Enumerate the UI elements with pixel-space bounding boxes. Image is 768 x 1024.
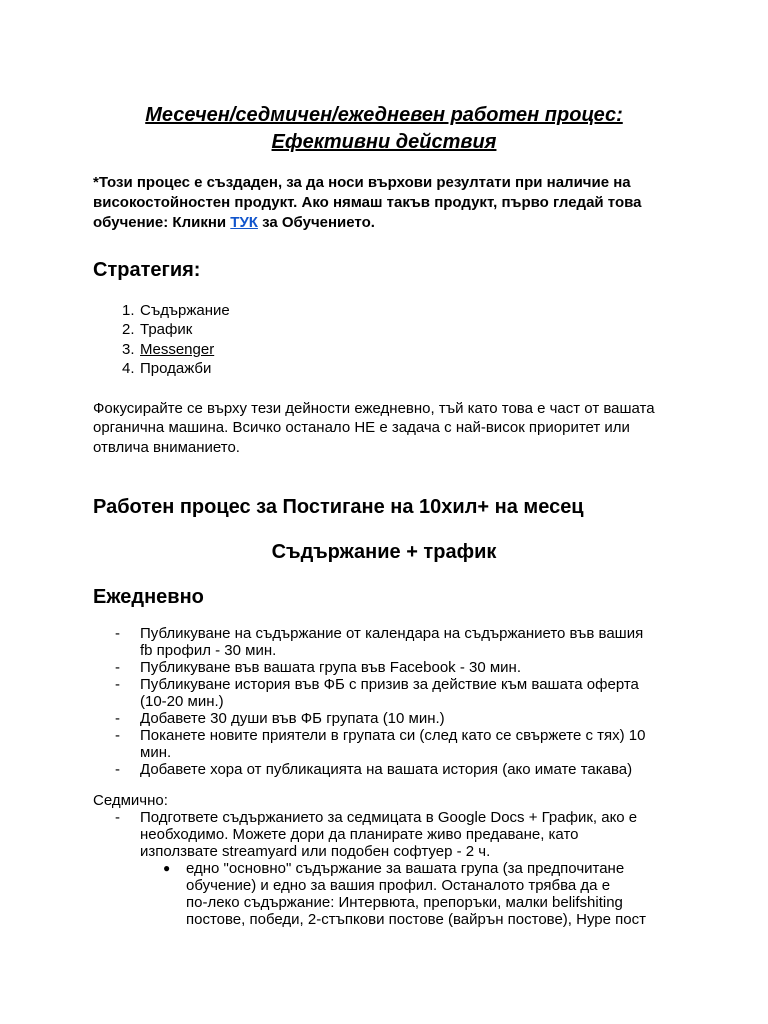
list-item-text: Публикуване история във ФБ с призив за действие към вашата оферта xyxy=(140,676,639,693)
list-item-text-cont: необходимо. Можете дори да планирате живо предаване, като xyxy=(140,826,579,843)
dash-marker: - xyxy=(115,659,120,676)
list-item-text: Поканете новите приятели в групата си (след като се свържете с тях) 10 xyxy=(140,727,646,744)
weekly-label: Седмично: xyxy=(93,792,168,809)
daily-list xyxy=(93,625,683,778)
list-item-text: Добавете хора от публикацията на вашата история (ако имате такава) xyxy=(140,761,633,778)
workflow-heading: Работен процес за Постигане на 10хил+ на месец xyxy=(93,496,584,518)
list-item-text: Съдържание xyxy=(140,302,230,319)
bullet-marker: ● xyxy=(163,861,171,875)
document-title-line-1: Месечен/седмичен/ежедневен работен процес: xyxy=(145,104,623,126)
weekly-sub-list xyxy=(163,860,673,928)
list-item xyxy=(163,860,673,928)
list-item xyxy=(93,727,683,761)
list-item-text-cont: постове, победи, 2-стъпкови постове (вайрън постове), Нуре пост xyxy=(186,911,646,928)
list-item-text: Добавете 30 души във ФБ групата (10 мин.) xyxy=(140,710,445,727)
list-item-text: Публикуване във вашата група във Facebook - 30 мин. xyxy=(140,659,522,676)
list-item-text: Публикуване на съдържание от календара на съдържанието във вашия xyxy=(140,625,644,642)
list-item xyxy=(93,710,683,727)
list-item-text-cont: обучение) и едно за вашия профил. Останалото трябва да е xyxy=(186,877,611,894)
daily-heading: Ежедневно xyxy=(93,586,204,608)
dash-marker: - xyxy=(115,727,120,744)
list-item xyxy=(93,761,683,778)
list-number: 4. xyxy=(122,359,135,377)
dash-marker: - xyxy=(115,625,120,642)
messenger-link[interactable]: Messenger xyxy=(140,340,215,358)
list-item-text: Трафик xyxy=(140,321,193,339)
list-item xyxy=(93,676,683,710)
list-item-text: Подгответе съдържанието за седмицата в Google Docs + График, ако е xyxy=(140,809,638,826)
focus-paragraph: Фокусирайте се върху тези дейности ежедневно, тъй като това е част от вашата органична машина. Всичко останало НЕ е задача с най-висок приоритет или отвлича вниманието. xyxy=(93,400,655,456)
list-item xyxy=(93,320,230,339)
dash-marker: - xyxy=(115,809,120,826)
list-item xyxy=(93,340,230,359)
list-number: 3. xyxy=(122,340,135,358)
list-item-text-cont: използвате streamyard или подобен софтуер - 2 ч. xyxy=(140,843,491,860)
training-link[interactable]: ТУК xyxy=(230,214,258,231)
list-item-text-cont: fb профил - 30 мин. xyxy=(140,642,277,659)
weekly-list xyxy=(93,809,683,860)
intro-note xyxy=(93,173,683,233)
intro-note-text-end: за Обучението. xyxy=(257,214,375,231)
list-item-text-cont: мин. xyxy=(140,744,172,761)
list-item xyxy=(93,809,683,860)
list-number: 2. xyxy=(122,321,135,339)
document-title-line-2: Ефективни действия xyxy=(271,131,497,153)
strategy-list xyxy=(93,301,230,378)
list-item-text-cont: (10-20 мин.) xyxy=(140,693,224,710)
list-item xyxy=(93,659,683,676)
strategy-heading: Стратегия: xyxy=(93,259,201,281)
dash-marker: - xyxy=(115,676,120,693)
dash-marker: - xyxy=(115,761,120,778)
list-item xyxy=(93,359,230,378)
list-item-text: Продажби xyxy=(140,359,212,377)
intro-note-text: *Този процес е създаден, за да носи върхови резултати при наличие на високостойностен продукт. Ако нямаш такъв продукт, първо гледай това обучение: Кликни xyxy=(93,174,642,231)
dash-marker: - xyxy=(115,710,120,727)
list-item xyxy=(93,301,230,320)
list-item-text: едно "основно" съдържание за вашата група (за предпочитане xyxy=(186,860,625,877)
list-number: 1. xyxy=(122,302,135,319)
content-traffic-heading: Съдържание + трафик xyxy=(271,541,497,563)
list-item xyxy=(93,625,683,659)
list-item-text-cont: по-леко съдържание: Интервюта, препоръки, малки belifshiting xyxy=(186,894,623,911)
